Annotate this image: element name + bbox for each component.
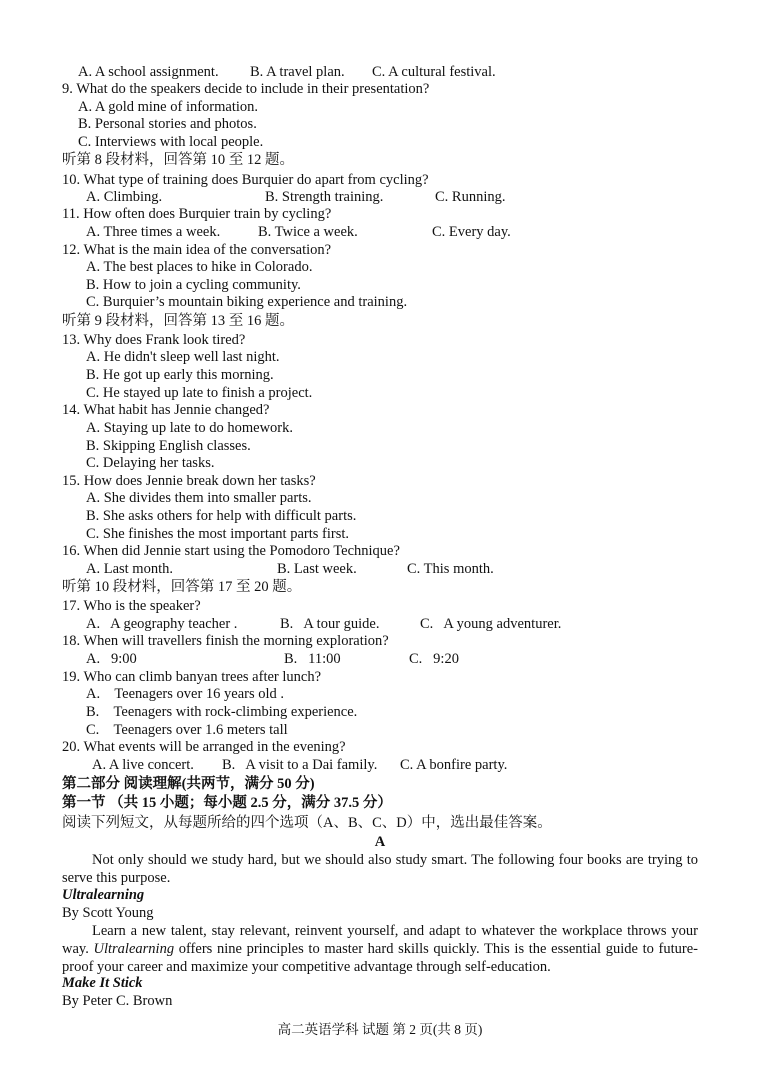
q12-option-b: B. How to join a cycling community. xyxy=(86,277,301,293)
q19-option-c: C. Teenagers over 1.6 meters tall xyxy=(86,722,288,738)
q12-option-c: C. Burquier’s mountain biking experience and training. xyxy=(86,294,408,310)
q8-option-b: B. A travel plan. xyxy=(250,64,345,80)
q13-stem: 13. Why does Frank look tired? xyxy=(62,332,246,348)
book1-description-title: Ultralearning xyxy=(93,941,175,957)
book1-description xyxy=(62,922,698,976)
book1-title: Ultralearning xyxy=(62,887,145,903)
q9-option-b: B. Personal stories and photos. xyxy=(78,116,257,132)
q16-option-b: B. Last week. xyxy=(277,561,357,577)
q9-stem: 9. What do the speakers decide to include in their presentation? xyxy=(62,81,430,97)
part2-title: 第二部分 阅读理解(共两节，满分 50 分) xyxy=(62,776,315,792)
q10-option-b: B. Strength training. xyxy=(265,189,384,205)
q20-stem: 20. What events will be arranged in the evening? xyxy=(62,739,346,755)
section10-instruction: 听第 10 段材料，回答第 17 至 20 题。 xyxy=(62,579,302,595)
passage-label: A xyxy=(374,834,386,850)
q9-option-c: C. Interviews with local people. xyxy=(78,134,264,150)
q10-stem: 10. What type of training does Burquier do apart from cycling? xyxy=(62,172,429,188)
book1-author: By Scott Young xyxy=(62,905,154,921)
q18-stem: 18. When will travellers finish the morning exploration? xyxy=(62,633,389,649)
book2-title: Make It Stick xyxy=(62,975,143,991)
q11-option-a: A. Three times a week. xyxy=(86,224,221,240)
q17-option-a: A. A geography teacher . xyxy=(86,616,238,632)
q13-option-c: C. He stayed up late to finish a project. xyxy=(86,385,313,401)
book1-description-pre: Learn a new talent, stay relevant, reinvent yourself, and adapt to whatever the workplace throws your way. xyxy=(62,923,698,957)
q9-option-a: A. A gold mine of information. xyxy=(78,99,259,115)
q17-option-b: B. A tour guide. xyxy=(280,616,380,632)
q19-option-a: A. Teenagers over 16 years old . xyxy=(86,686,285,702)
q16-stem: 16. When did Jennie start using the Pomodoro Technique? xyxy=(62,543,400,559)
book1-description-post: offers nine principles to master hard skills quickly. This is the essential guide to future-proof your career and maximize your competitive advantage through self-education. xyxy=(62,941,698,975)
q16-option-c: C. This month. xyxy=(407,561,494,577)
section9-instruction: 听第 9 段材料，回答第 13 至 16 题。 xyxy=(62,313,294,329)
q11-stem: 11. How often does Burquier train by cycling? xyxy=(62,206,332,222)
passage-intro: Not only should we study hard, but we should also study smart. The following four books are trying to serve this purpose. xyxy=(62,852,698,886)
part2-section1-title: 第一节 （共 15 小题；每小题 2.5 分，满分 37.5 分） xyxy=(62,795,392,811)
q20-option-a: A. A live concert. xyxy=(92,757,194,773)
q15-option-c: C. She finishes the most important parts first. xyxy=(86,526,349,542)
q18-option-b: B. 11:00 xyxy=(284,651,341,667)
q18-option-c: C. 9:20 xyxy=(409,651,459,667)
q18-option-a: A. 9:00 xyxy=(86,651,137,667)
q10-option-c: C. Running. xyxy=(435,189,506,205)
q20-option-b: B. A visit to a Dai family. xyxy=(222,757,378,773)
part2-instruction: 阅读下列短文，从每题所给的四个选项（A、B、C、D）中，选出最佳答案。 xyxy=(62,815,552,831)
section8-instruction: 听第 8 段材料，回答第 10 至 12 题。 xyxy=(62,152,294,168)
q10-option-a: A. Climbing. xyxy=(86,189,163,205)
q12-stem: 12. What is the main idea of the conversation? xyxy=(62,242,332,258)
q16-option-a: A. Last month. xyxy=(86,561,173,577)
q19-stem: 19. Who can climb banyan trees after lunch? xyxy=(62,669,322,685)
q17-stem: 17. Who is the speaker? xyxy=(62,598,201,614)
q13-option-b: B. He got up early this morning. xyxy=(86,367,274,383)
q20-option-c: C. A bonfire party. xyxy=(400,757,508,773)
q15-option-b: B. She asks others for help with difficult parts. xyxy=(86,508,357,524)
q11-option-b: B. Twice a week. xyxy=(258,224,358,240)
q17-option-c: C. A young adventurer. xyxy=(420,616,562,632)
q8-option-a: A. A school assignment. xyxy=(78,64,219,80)
q14-option-a: A. Staying up late to do homework. xyxy=(86,420,294,436)
book2-author: By Peter C. Brown xyxy=(62,993,173,1009)
q15-option-a: A. She divides them into smaller parts. xyxy=(86,490,312,506)
q14-option-c: C. Delaying her tasks. xyxy=(86,455,215,471)
q14-stem: 14. What habit has Jennie changed? xyxy=(62,402,270,418)
q11-option-c: C. Every day. xyxy=(432,224,511,240)
q19-option-b: B. Teenagers with rock-climbing experience. xyxy=(86,704,358,720)
q13-option-a: A. He didn't sleep well last night. xyxy=(86,349,280,365)
q14-option-b: B. Skipping English classes. xyxy=(86,438,251,454)
q12-option-a: A. The best places to hike in Colorado. xyxy=(86,259,313,275)
page-footer: 高二英语学科 试题 第 2 页(共 8 页) xyxy=(277,1022,483,1037)
q8-option-c: C. A cultural festival. xyxy=(372,64,496,80)
q15-stem: 15. How does Jennie break down her tasks? xyxy=(62,473,316,489)
